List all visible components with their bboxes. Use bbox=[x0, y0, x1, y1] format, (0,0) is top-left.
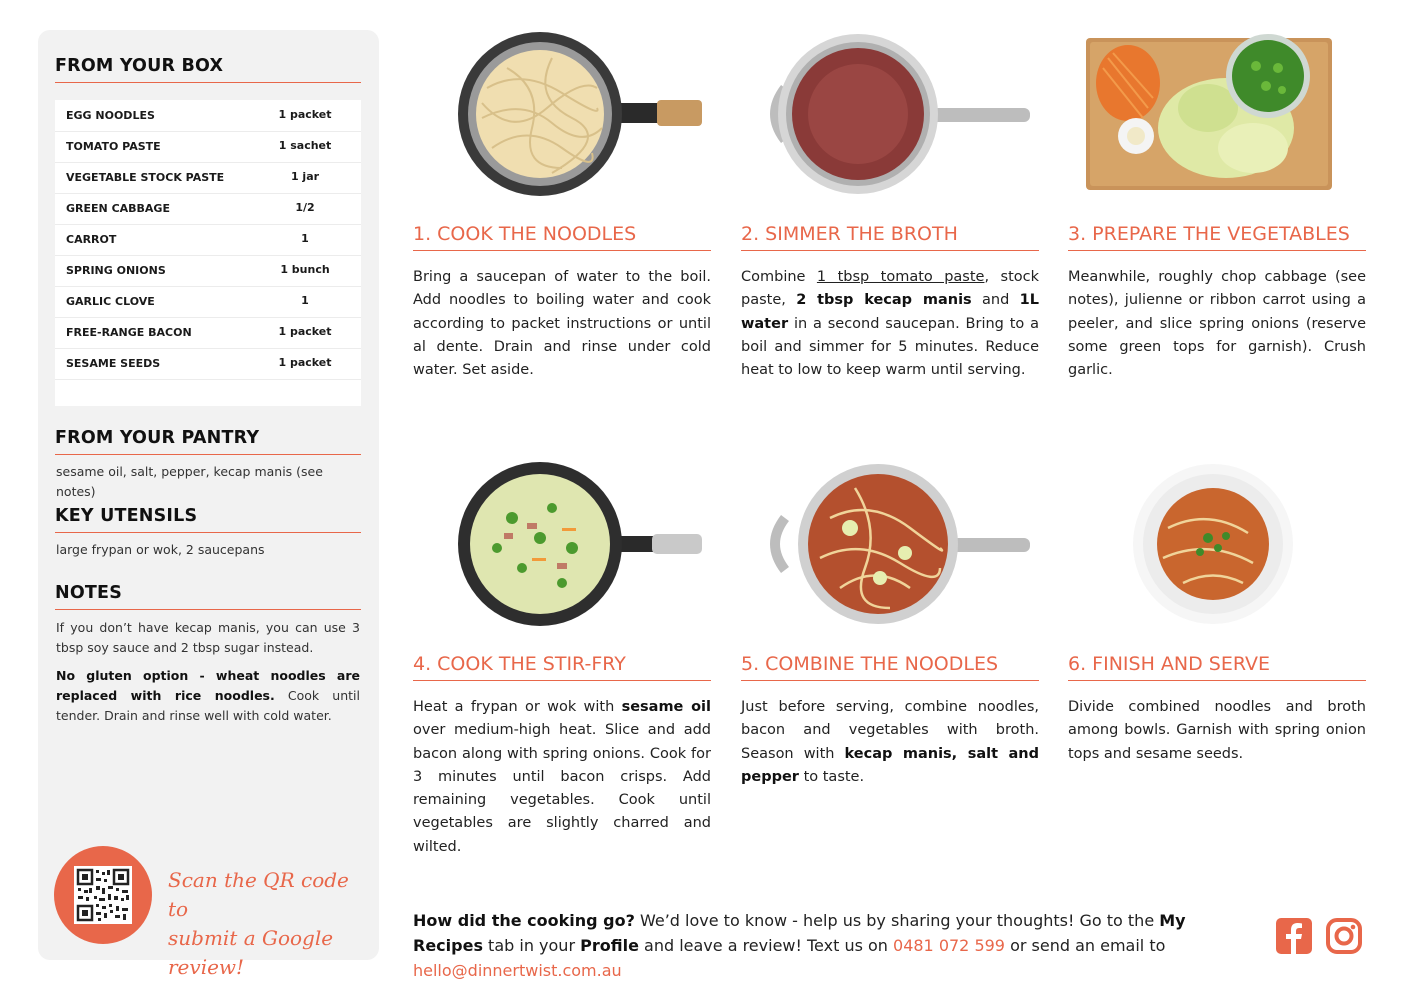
table-row bbox=[55, 162, 361, 194]
ingredient-qty: 1 packet bbox=[278, 108, 332, 121]
step-2-text: Combine bbox=[741, 269, 817, 285]
step-2-body bbox=[741, 266, 1039, 382]
ingredient-name: SPRING ONIONS bbox=[66, 264, 166, 277]
step-4-body bbox=[413, 696, 711, 859]
step-6-body: Divide combined noodles and broth among bowls. Garnish with spring onion tops and sesame seeds. bbox=[1068, 699, 1366, 762]
qr-code-icon[interactable] bbox=[74, 866, 132, 924]
step-2-tomato-paste: 1 tbsp tomato paste bbox=[816, 269, 985, 285]
step-1-photo bbox=[412, 28, 712, 200]
ingredient-qty: 1 sachet bbox=[278, 139, 332, 152]
ingredient-name: GREEN CABBAGE bbox=[66, 202, 170, 215]
notes-gluten-rest: Cook until tender. Drain and rinse well with cold water. bbox=[56, 688, 361, 723]
footer-text: tab in your bbox=[482, 936, 581, 955]
from-your-pantry-title: FROM YOUR PANTRY bbox=[55, 428, 361, 455]
step-4-text: Heat a frypan or wok with bbox=[413, 699, 622, 715]
step-6-photo bbox=[1068, 458, 1368, 630]
ingredient-qty: 1 bunch bbox=[280, 263, 330, 276]
qr-badge[interactable] bbox=[54, 846, 152, 944]
qr-caption-line-2: submit a Google review! bbox=[168, 926, 334, 979]
ingredient-name: EGG NOODLES bbox=[66, 109, 155, 122]
ingredient-name: SESAME SEEDS bbox=[66, 357, 161, 370]
notes-paragraph-2 bbox=[56, 666, 360, 726]
ingredient-name: GARLIC CLOVE bbox=[66, 295, 155, 308]
pantry-text: sesame oil, salt, pepper, kecap manis (see notes) bbox=[56, 464, 323, 499]
ingredient-name: CARROT bbox=[66, 233, 117, 246]
step-4-photo bbox=[412, 458, 712, 630]
ingredient-qty: 1/2 bbox=[295, 201, 315, 214]
sidebar bbox=[38, 30, 379, 979]
qr-caption-line-1: Scan the QR code to bbox=[168, 868, 349, 921]
step-4-sesame-oil: sesame oil bbox=[621, 699, 711, 715]
step-6-title: 6. FINISH AND SERVE bbox=[1068, 653, 1366, 681]
step-2-text: , stock paste, bbox=[741, 269, 1039, 309]
table-row bbox=[55, 348, 361, 380]
step-2-kecap-manis: 2 tbsp kecap manis bbox=[796, 292, 972, 309]
instagram-icon[interactable] bbox=[1325, 917, 1363, 955]
ingredient-name: VEGETABLE STOCK PASTE bbox=[66, 171, 225, 184]
utensils-text: large frypan or wok, 2 saucepans bbox=[56, 542, 265, 557]
table-row bbox=[55, 286, 361, 318]
step-5-body bbox=[741, 696, 1039, 789]
step-3-title: 3. PREPARE THE VEGETABLES bbox=[1068, 223, 1366, 251]
step-3-photo bbox=[1068, 28, 1368, 200]
phone-link[interactable]: 0481 072 599 bbox=[893, 936, 1005, 955]
ingredient-table bbox=[55, 100, 361, 406]
step-5-photo bbox=[740, 458, 1040, 630]
feedback-question: How did the cooking go? bbox=[413, 911, 635, 930]
email-link[interactable]: hello@dinnertwist.com.au bbox=[413, 961, 622, 980]
footer-text: We’d love to know - help us by sharing your thoughts! Go to the bbox=[634, 911, 1160, 930]
ingredient-qty: 1 packet bbox=[278, 325, 332, 338]
step-5-title: 5. COMBINE THE NOODLES bbox=[741, 653, 1039, 681]
qr-caption bbox=[168, 866, 368, 982]
ingredient-qty: 1 bbox=[301, 232, 309, 245]
step-5-seasoning: kecap manis, salt and pepper bbox=[741, 745, 1039, 785]
step-1-title: 1. COOK THE NOODLES bbox=[413, 223, 711, 251]
step-2-water: 1L water bbox=[741, 292, 1040, 332]
feedback-footer bbox=[413, 908, 1253, 983]
table-row bbox=[55, 131, 361, 163]
notes-paragraph-1: If you don’t have kecap manis, you can use 3 tbsp soy sauce and 2 tbsp sugar instead. bbox=[56, 620, 360, 655]
step-2-title: 2. SIMMER THE BROTH bbox=[741, 223, 1039, 251]
facebook-icon[interactable] bbox=[1275, 917, 1313, 955]
step-3-body: Meanwhile, roughly chop cabbage (see notes), julienne or ribbon carrot using a peeler, and slice spring onions (reserve some green tops for garnish). Crush garlic. bbox=[1068, 269, 1366, 379]
table-row bbox=[55, 224, 361, 256]
notes-gluten-bold: No gluten option - wheat noodles are replaced with rice noodles. bbox=[56, 668, 360, 703]
key-utensils-title: KEY UTENSILS bbox=[55, 506, 361, 533]
ingredient-qty: 1 packet bbox=[278, 356, 332, 369]
footer-text: or send an email to bbox=[1004, 936, 1166, 955]
table-row bbox=[55, 100, 361, 132]
table-row bbox=[55, 193, 361, 225]
step-1-body: Bring a saucepan of water to the boil. Add noodles to boiling water and cook according to packet instructions or until al dente. Drain and rinse under cold water. Set aside. bbox=[413, 269, 711, 379]
ingredient-name: TOMATO PASTE bbox=[66, 140, 161, 153]
notes-title: NOTES bbox=[55, 583, 361, 610]
table-row bbox=[55, 317, 361, 349]
profile-link[interactable]: Profile bbox=[580, 936, 639, 955]
ingredient-qty: 1 bbox=[301, 294, 309, 307]
step-4-text: over medium-high heat. Slice and add bacon along with spring onions. Cook for 3 minutes until bacon crisps. Add remaining vegetables. Cook until vegetables are slightly charred and wilted. bbox=[413, 722, 711, 855]
step-2-text: and bbox=[971, 292, 1020, 309]
step-5-text: to taste. bbox=[798, 768, 865, 785]
step-4-title: 4. COOK THE STIR-FRY bbox=[413, 653, 711, 681]
step-2-photo bbox=[740, 28, 1040, 200]
footer-text: and leave a review! Text us on bbox=[638, 936, 894, 955]
step-5-text: Just before serving, combine noodles, bacon and vegetables with broth. Season with bbox=[741, 699, 1039, 762]
step-2-text: in a second saucepan. Bring to a boil and simmer for 5 minutes. Reduce heat to low to keep warm until serving. bbox=[741, 315, 1039, 379]
from-your-box-title: FROM YOUR BOX bbox=[55, 56, 361, 83]
ingredient-name: FREE-RANGE BACON bbox=[66, 326, 192, 339]
table-row bbox=[55, 255, 361, 287]
my-recipes-link[interactable]: My Recipes bbox=[413, 911, 1186, 955]
ingredient-qty: 1 jar bbox=[290, 170, 320, 183]
